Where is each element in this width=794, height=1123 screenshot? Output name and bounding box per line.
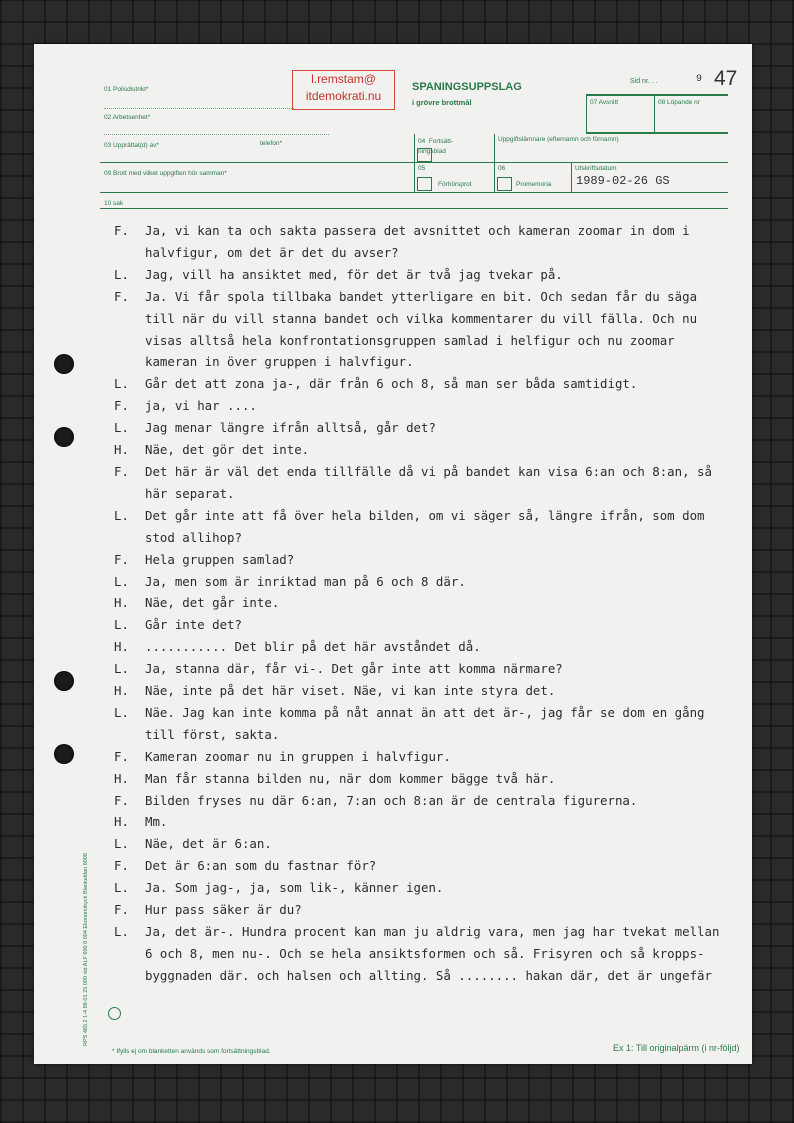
- transcript-entry: [114, 220, 734, 264]
- utterance: Ja, stanna där, får vi-. Det går inte att komma närmare?: [145, 661, 563, 677]
- transcript-entry: [114, 636, 734, 658]
- form-sheet: [34, 44, 752, 1064]
- transcript-entry: [114, 439, 734, 461]
- speaker: L.: [114, 617, 129, 633]
- divider: [100, 162, 728, 163]
- transcript-entry: [114, 921, 734, 987]
- transcript-entry: [114, 417, 734, 439]
- utterance: Ja. Som jag-, ja, som lik-, känner igen.: [145, 880, 444, 896]
- utterance: Det här är väl det enda tillfälle då vi på bandet kan visa 6:an och 8:an, så här separat.: [145, 463, 712, 501]
- copy-note: Ex 1: Till originalpärm (i nr-följd): [613, 1043, 740, 1053]
- divider: [104, 134, 329, 135]
- speaker: L.: [114, 266, 129, 282]
- utterance: Mm.: [145, 814, 168, 830]
- field05-label: 05: [418, 165, 426, 172]
- transcript-entry: [114, 549, 734, 571]
- side-print: RPS 465.2 1-4 88-01 25 000 vid ALF 600 8 004 Ekonomitryck Blankettlan 8008: [83, 853, 89, 1046]
- speaker: F.: [114, 748, 129, 764]
- speaker: L.: [114, 420, 129, 436]
- utterance: Näe, det gör det inte.: [145, 442, 310, 458]
- utterance: Bilden fryses nu där 6:an, 7:an och 8:an är de centrala figurerna.: [145, 792, 638, 808]
- polisdistrikt-label: 01 Polisdistrikt*: [104, 86, 149, 93]
- lopande-label: 08 Löpande nr: [658, 99, 700, 106]
- field06-label: 06: [498, 165, 506, 172]
- utterance: Ja, det är-. Hundra procent kan man ju aldrig vara, men jag har tvekat mellan 6 och 8, men nu-. Och se hela ansiktsformen och så. Frisyren och så kropps-byggnaden där. och halsen och allting. Så ........ hakan där, det är ungefär: [145, 924, 720, 983]
- transcript-entry: [114, 395, 734, 417]
- utterance: Näe, det är 6:an.: [145, 836, 272, 852]
- transcript: [114, 220, 734, 987]
- transcript-entry: [114, 811, 734, 833]
- utterance: Det är 6:an som du fastnar för?: [145, 858, 377, 874]
- speaker: L.: [114, 661, 129, 677]
- sid-dots: . . .: [648, 78, 658, 85]
- registration-circle-icon: [108, 1007, 121, 1020]
- forhorsprot-label: Förhörsprot: [438, 181, 472, 188]
- divider: [586, 132, 728, 134]
- transcript-entry: [114, 702, 734, 746]
- utterance: Näe, inte på det här viset. Näe, vi kan inte styra det.: [145, 683, 556, 699]
- utterance: Ja. Vi får spola tillbaka bandet ytterligare en bit. Och sedan får du säga till när du vill stanna bandet och vilka kommentarer du vill fälla. Och nu visas alltså hela konfrontationsgruppen samlad i helfigur och nu zoomar kameran in över gruppen i halvfigur.: [145, 288, 698, 370]
- form-title: SPANINGSUPPSLAG: [412, 81, 522, 93]
- divider: [104, 108, 294, 109]
- speaker: F.: [114, 288, 129, 304]
- utterance: ........... Det blir på det här avståndet då.: [145, 639, 481, 655]
- transcript-entry: [114, 680, 734, 702]
- divider: [586, 94, 728, 96]
- speaker: F.: [114, 902, 129, 918]
- divider: [100, 192, 728, 193]
- divider: [414, 134, 415, 192]
- fortsattning-checkbox[interactable]: [417, 148, 432, 162]
- transcript-entry: [114, 899, 734, 921]
- speaker: L.: [114, 836, 129, 852]
- transcript-entry: [114, 746, 734, 768]
- sak-label: 10 sak: [104, 200, 124, 207]
- brott-label: 09 Brott med vilket uppgiften hör samman*: [104, 170, 227, 177]
- speaker: H.: [114, 770, 129, 786]
- utskriftsdatum-value: 1989-02-26 GS: [576, 174, 670, 188]
- email-stamp: [292, 70, 395, 110]
- sid-handwritten: 47: [714, 67, 738, 90]
- utterance: Man får stanna bilden nu, när dom kommer bägge två här.: [145, 770, 556, 786]
- forhorsprot-checkbox[interactable]: [417, 177, 432, 191]
- speaker: L.: [114, 880, 129, 896]
- divider: [494, 134, 495, 192]
- utterance: Näe. Jag kan inte komma på nåt annat än att det är-, jag får se dom en gång till först, sakta.: [145, 704, 705, 742]
- punch-hole-icon: [54, 744, 74, 764]
- utterance: Det går inte att få över hela bilden, om vi säger så, längre ifrån, som dom stod allihop?: [145, 507, 705, 545]
- utterance: Ja, men som är inriktad man på 6 och 8 där.: [145, 573, 466, 589]
- divider: [571, 162, 572, 192]
- punch-hole-icon: [54, 427, 74, 447]
- utterance: Jag, vill ha ansiktet med, för det är två jag tvekar på.: [145, 266, 563, 282]
- transcript-entry: [114, 855, 734, 877]
- speaker: L.: [114, 704, 129, 720]
- utterance: Ja, vi kan ta och sakta passera det avsnittet och kameran zoomar in dom i halvfigur, om det är det du avser?: [145, 223, 690, 260]
- speaker: L.: [114, 924, 129, 939]
- arbetsenhet-label: 02 Arbetsenhet*: [104, 114, 151, 121]
- avsnitt-label: 07 Avsnitt: [590, 99, 619, 106]
- speaker: L.: [114, 573, 129, 589]
- utskriftsdatum-label: Utskriftsdatum: [575, 165, 617, 172]
- speaker: F.: [114, 398, 129, 414]
- fortsattning-label: 04 Fortsätt- ningsblad: [418, 138, 454, 155]
- speaker: F.: [114, 551, 129, 567]
- utterance: Hur pass säker är du?: [145, 902, 302, 918]
- sid-value: 9: [696, 74, 703, 85]
- punch-hole-icon: [54, 671, 74, 691]
- transcript-entry: [114, 592, 734, 614]
- speaker: H.: [114, 814, 129, 830]
- transcript-entry: [114, 264, 734, 286]
- speaker: H.: [114, 595, 129, 611]
- utterance: Näe, det går inte.: [145, 595, 280, 611]
- speaker: F.: [114, 223, 129, 238]
- transcript-entry: [114, 877, 734, 899]
- speaker: L.: [114, 376, 129, 392]
- transcript-entry: [114, 571, 734, 593]
- divider: [586, 94, 587, 134]
- form-subtitle: i grövre brottmål: [412, 98, 472, 107]
- transcript-entry: [114, 373, 734, 395]
- transcript-entry: [114, 505, 734, 549]
- fill-note: * Ifylls ej om blanketten används som fortsättningsblad.: [112, 1048, 271, 1055]
- promemoria-checkbox[interactable]: [497, 177, 512, 191]
- utterance: Går inte det?: [145, 617, 242, 633]
- transcript-entry: [114, 461, 734, 505]
- upprattat-label: 03 Upprättat(d) av*: [104, 142, 159, 149]
- uppgiftslamnare-label: Uppgiftslämnare (efternamn och förnamn): [498, 136, 619, 143]
- sid-label: Sid nr: [630, 78, 649, 85]
- utterance: Jag menar längre ifrån alltså, går det?: [145, 420, 436, 436]
- transcript-entry: [114, 768, 734, 790]
- transcript-entry: [114, 833, 734, 855]
- punch-hole-icon: [54, 354, 74, 374]
- transcript-entry: [114, 790, 734, 812]
- speaker: H.: [114, 442, 129, 458]
- utterance: Går det att zona ja-, där från 6 och 8, så man ser båda samtidigt.: [145, 376, 638, 392]
- speaker: F.: [114, 858, 129, 874]
- stamp-line-1: l.remstam@: [311, 72, 376, 86]
- speaker: H.: [114, 683, 129, 699]
- divider: [654, 94, 655, 134]
- divider: [100, 208, 728, 209]
- speaker: H.: [114, 639, 129, 655]
- stamp-line-2: itdemokrati.nu: [305, 89, 382, 103]
- transcript-entry: [114, 614, 734, 636]
- telefon-label: telefon*: [260, 140, 283, 147]
- promemoria-label: Promemoria: [516, 181, 552, 188]
- utterance: Hela gruppen samlad?: [145, 551, 295, 567]
- utterance: Kameran zoomar nu in gruppen i halvfigur.: [145, 748, 451, 764]
- transcript-entry: [114, 658, 734, 680]
- speaker: L.: [114, 507, 129, 523]
- speaker: F.: [114, 792, 129, 808]
- transcript-entry: [114, 286, 734, 374]
- speaker: F.: [114, 463, 129, 479]
- utterance: ja, vi har ....: [145, 398, 257, 414]
